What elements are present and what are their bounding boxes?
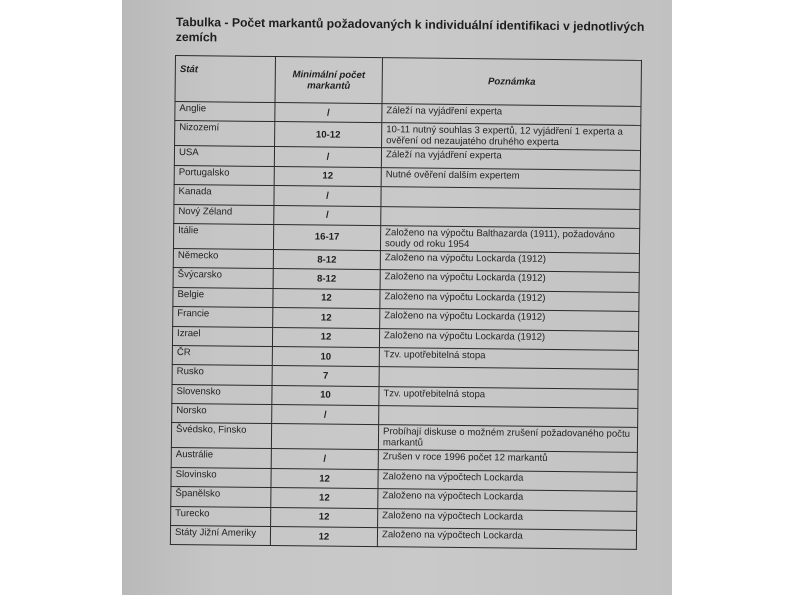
- cell-minimum: 16-17: [273, 224, 380, 250]
- cell-country: Anglie: [175, 102, 275, 122]
- cell-country: Státy Jižní Ameriky: [170, 526, 270, 546]
- cell-country: Nový Zéland: [174, 204, 274, 224]
- header-country: Stát: [175, 56, 275, 103]
- cell-country: ČR: [172, 345, 272, 365]
- cell-country: Belgie: [173, 287, 273, 307]
- cell-note: Založeno na výpočtu Lockarda (1912): [380, 309, 639, 331]
- cell-note: Tzv. upotřebitelná stopa: [379, 348, 638, 370]
- cell-minimum: /: [271, 449, 378, 470]
- table-title: Tabulka - Počet markantů požadovaných k individuální identifikaci v jednotlivých zemích: [175, 15, 645, 45]
- cell-minimum: 12: [272, 327, 379, 348]
- cell-country: Norsko: [172, 404, 272, 424]
- cell-minimum: 12: [271, 507, 378, 528]
- cell-note: Zrušen v roce 1996 počet 12 markantů: [378, 450, 637, 472]
- cell-minimum: [271, 424, 378, 450]
- cell-note: Založeno na výpočtech Lockarda: [378, 489, 637, 511]
- cell-country: Nizozemí: [175, 121, 275, 147]
- cell-note: [381, 187, 640, 209]
- cell-minimum: /: [274, 147, 381, 168]
- cell-minimum: 12: [273, 308, 380, 329]
- cell-country: Německo: [173, 248, 273, 268]
- cell-country: Izrael: [172, 326, 272, 346]
- cell-note: Založeno na výpočtu Balthazarda (1911), požadováno soudy od roku 1954: [380, 226, 639, 254]
- cell-minimum: 8-12: [273, 269, 380, 290]
- cell-minimum: /: [274, 186, 381, 207]
- table-row: [170, 526, 636, 550]
- cell-minimum: 12: [270, 527, 377, 548]
- cell-country: Turecko: [171, 506, 271, 526]
- cell-country: Itálie: [173, 223, 273, 249]
- cell-minimum: 12: [271, 488, 378, 509]
- cell-minimum: /: [272, 405, 379, 426]
- cell-minimum: /: [275, 103, 382, 124]
- cell-note: Záleží na vyjádření experta: [381, 148, 640, 170]
- cell-note: 10-11 nutný souhlas 3 expertů, 12 vyjádření 1 experta a ověření od nezaujatého druhého experta: [382, 123, 641, 151]
- cell-country: Kanada: [174, 185, 274, 205]
- cell-country: Portugalsko: [174, 165, 274, 185]
- header-note: Poznámka: [382, 58, 641, 107]
- cell-note: [379, 406, 638, 428]
- markant-count-table: [170, 55, 642, 550]
- cell-country: Rusko: [172, 365, 272, 385]
- cell-country: Francie: [173, 307, 273, 327]
- cell-note: Založeno na výpočtech Lockarda: [377, 528, 636, 550]
- cell-country: Švédsko, Finsko: [171, 423, 271, 449]
- cell-minimum: 12: [271, 468, 378, 489]
- cell-note: Založeno na výpočtu Lockarda (1912): [380, 289, 639, 311]
- cell-country: Slovinsko: [171, 467, 271, 487]
- cell-note: Založeno na výpočtech Lockarda: [378, 508, 637, 530]
- cell-country: Švýcarsko: [173, 268, 273, 288]
- cell-note: Záleží na vyjádření experta: [382, 104, 641, 126]
- cell-minimum: 10-12: [275, 122, 382, 148]
- cell-note: Založeno na výpočtu Lockarda (1912): [379, 328, 638, 350]
- cell-minimum: 10: [272, 385, 379, 406]
- cell-country: Austrálie: [171, 448, 271, 468]
- cell-country: Španělsko: [171, 487, 271, 507]
- cell-note: Založeno na výpočtu Lockarda (1912): [380, 251, 639, 273]
- cell-country: USA: [174, 146, 274, 166]
- header-minimum-count: Minimální počet markantů: [275, 57, 382, 104]
- cell-note: Založeno na výpočtu Lockarda (1912): [380, 270, 639, 292]
- cell-note: Probíhají diskuse o možném zrušení požadovaného počtu markantů: [378, 425, 637, 453]
- cell-minimum: /: [274, 205, 381, 226]
- cell-minimum: 12: [273, 288, 380, 309]
- cell-note: Založeno na výpočtech Lockarda: [378, 470, 637, 492]
- cell-country: Slovensko: [172, 384, 272, 404]
- cell-note: [381, 206, 640, 228]
- cell-minimum: 10: [272, 346, 379, 367]
- cell-note: Nutné ověření dalším expertem: [381, 167, 640, 189]
- cell-minimum: 12: [274, 166, 381, 187]
- cell-note: Tzv. upotřebitelná stopa: [379, 386, 638, 408]
- cell-note: [379, 367, 638, 389]
- cell-minimum: 8-12: [273, 249, 380, 270]
- cell-minimum: 7: [272, 366, 379, 387]
